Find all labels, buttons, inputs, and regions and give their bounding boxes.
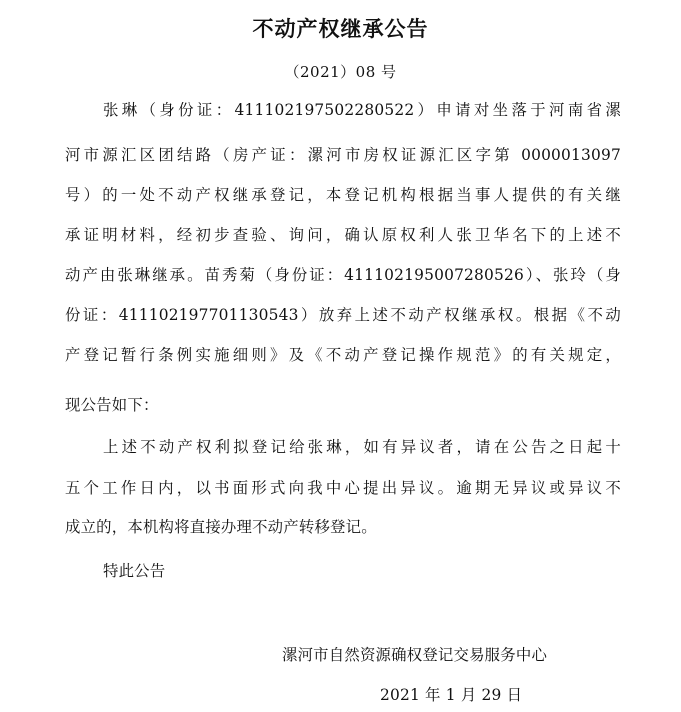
signing-organization: 漯河市自然资源确权登记交易服务中心 <box>282 646 548 664</box>
closing-text: 特此公告 <box>103 562 166 580</box>
paragraph-line: 份证：411102197701130543）放弃上述不动产权继承权。根据《不动 <box>65 306 621 324</box>
paragraph-line: 号）的一处不动产权继承登记，本登记机构根据当事人提供的有关继 <box>65 186 621 204</box>
paragraph-line: 现公告如下： <box>65 396 159 414</box>
paragraph-line: 河市源汇区团结路（房产证：漯河市房权证源汇区字第 0000013097 <box>65 146 621 164</box>
paragraph-line: 上述不动产权利拟登记给张琳，如有异议者，请在公告之日起十 <box>103 438 621 456</box>
paragraph-line: 五个工作日内，以书面形式向我中心提出异议。逾期无异议或异议不 <box>65 479 621 497</box>
paragraph-line: 张琳（身份证：411102197502280522）申请对坐落于河南省漯 <box>103 101 621 119</box>
paragraph-line: 成立的，本机构将直接办理不动产转移登记。 <box>65 518 377 536</box>
paragraph-line: 动产由张琳继承。苗秀菊（身份证：411102195007280526）、张玲（身 <box>65 266 621 284</box>
paragraph-line: 产登记暂行条例实施细则》及《不动产登记操作规范》的有关规定， <box>65 346 621 364</box>
document-number: （2021）08 号 <box>284 63 397 81</box>
paragraph-line: 承证明材料，经初步查验、询问，确认原权利人张卫华名下的上述不 <box>65 226 621 244</box>
document-title: 不动产权继承公告 <box>252 17 429 41</box>
signing-date: 2021 年 1 月 29 日 <box>380 686 523 704</box>
